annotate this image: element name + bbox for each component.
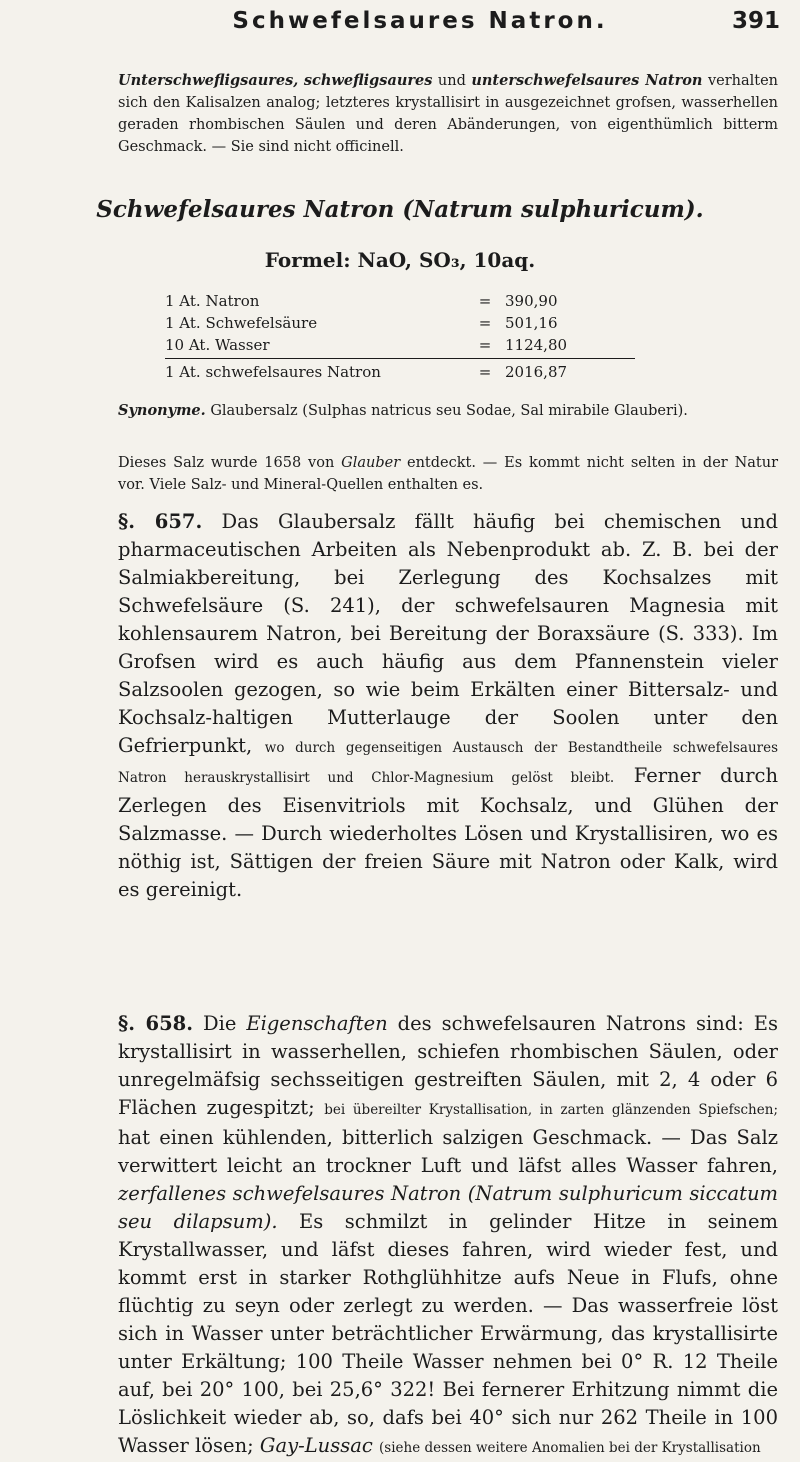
composition-value: 390,90 (505, 292, 558, 310)
composition-table (165, 290, 635, 383)
intro-paragraph (118, 70, 778, 158)
running-title: Schwefelsaures Natron. (232, 8, 608, 34)
paragraph-658-term: zerfallenes schwefelsaures Natron (Natrum sulphuricum siccatum seu dilapsum). (118, 1182, 778, 1233)
composition-name: 1 At. Natron (165, 292, 260, 310)
discovery-text-b: entdeckt. — Es kommt nicht selten in der Natur vor. Viele Salz- und Mineral-Quellen enthalten es. (118, 455, 779, 493)
composition-eq: = (478, 314, 492, 332)
section-title: Schwefelsaures Natron (Natrum sulphuricum). (96, 196, 704, 223)
paragraph-658-text-a: des schwefelsauren Natrons sind: Es krystallisirt in wasserhellen, schiefen rhombischen Säulen, oder unregelmäfsig sechsseitigen gestreiften Säulen, mit 2, 4 oder 6 Flächen zugespitzt; (118, 1012, 778, 1119)
intro-term-2: schwefligsaures (303, 72, 433, 89)
discovery-paragraph (118, 452, 778, 496)
composition-name: 10 At. Wasser (165, 336, 270, 354)
composition-eq: = (478, 292, 492, 310)
discovery-text-a: Dieses Salz wurde 1658 von (118, 455, 335, 471)
paragraph-658-text-c: Es schmilzt in gelinder Hitze in seinem Krystallwasser, und läfst dieses fahren, wird wieder fest, und kommt erst in starker Rothglühhitze aufs Neue in Flufs, ohne flüchtig zu seyn oder zerlegt zu werden. — Das wasserfreie löst sich in Wasser unter beträchtlicher Erwärmung, das krystallisirte unter Erkältung; 100 Theile Wasser nehmen bei 0° R. 12 Theile auf, bei 20° 100, bei 25,6° 322! Bei fernerer Erhitzung nimmt die Löslichkeit wieder ab, so, dafs bei 40° sich nur 262 Theile in 100 Wasser lösen; (118, 1210, 779, 1457)
intro-term-1: Unterschwefligsaures, (118, 72, 299, 89)
paragraph-657 (118, 508, 778, 904)
paragraph-658 (118, 1010, 778, 1462)
paragraph-658-small-end: (siehe dessen weitere Anomalien bei der Krystallisation (379, 1440, 761, 1456)
paragraph-657-text-b: Ferner durch Zerlegen des Eisenvitriols mit Kochsalz, und Glühen der Salzmasse. — Durch wiederholtes Lösen und Krystallisiren, wo es nöthig ist, Sättigen der freien Säure mit Natron oder Kalk, wird es gereinigt. (118, 764, 779, 901)
composition-total-name: 1 At. schwefelsaures Natron (165, 363, 381, 381)
synonyme-paragraph (118, 400, 778, 422)
paragraph-658-author: Gay-Lussac (259, 1434, 373, 1457)
composition-value: 1124,80 (505, 336, 568, 354)
discovery-name: Glauber (341, 455, 401, 471)
composition-rule (165, 358, 635, 359)
paragraph-657-label: §. 657. (118, 510, 203, 533)
composition-total-value: 2016,87 (505, 363, 568, 381)
page-header (120, 8, 780, 48)
composition-row (165, 312, 635, 334)
synonyme-text: Glaubersalz (Sulphas natricus seu Sodae, Sal mirabile Glauberi). (210, 403, 688, 419)
composition-eq: = (478, 336, 492, 354)
composition-value: 501,16 (505, 314, 558, 332)
intro-und: und (437, 73, 466, 89)
intro-text: verhalten sich den Kalisalzen analog; letzteres krystallisirt in ausgezeichnet grofsen, wasserhellen geraden rhombischen Säulen und deren Abänderungen, von eigenthümlich bitterm Geschmack. — Sie sind nicht officinell. (118, 73, 779, 155)
synonyme-label: Synonyme. (118, 402, 206, 419)
paragraph-658-die: Die (202, 1012, 237, 1035)
paragraph-658-small: bei übereilter Krystallisation, in zarten glänzenden Spiefschen; (324, 1102, 778, 1118)
composition-total-row (165, 361, 635, 383)
composition-row (165, 290, 635, 312)
paragraph-657-small: wo durch gegenseitigen Austausch der Bestandtheile schwefelsaures Natron herauskrystallisirt und Chlor-Magnesium gelöst bleibt. (118, 740, 779, 786)
composition-row (165, 334, 635, 356)
paragraph-658-text-b: hat einen kühlenden, bitterlich salzigen Geschmack. — Das Salz verwittert leicht an trockner Luft und läfst alles Wasser fahren, (118, 1126, 778, 1177)
composition-name: 1 At. Schwefelsäure (165, 314, 318, 332)
paragraph-657-text-a: Das Glaubersalz fällt häufig bei chemischen und pharmaceutischen Arbeiten als Nebenprodukt ab. Z. B. bei der Salmiakbereitung, bei Zerlegung des Kochsalzes mit Schwefelsäure (S. 241), der schwefelsauren Magnesia mit kohlensaurem Natron, bei Bereitung der Boraxsäure (S. 333). Im Grofsen wird es auch häufig aus dem Pfannenstein vieler Salzsoolen gezogen, so wie beim Erkälten einer Bittersalz- und Kochsalz-haltigen Mutterlauge der Soolen unter den Gefrierpunkt, (118, 510, 778, 757)
paragraph-658-eig: Eigenschaften (246, 1012, 388, 1035)
page-number: 391 (731, 8, 780, 34)
formula: Formel: NaO, SO₃, 10aq. (264, 248, 536, 272)
composition-total-eq: = (478, 363, 492, 381)
intro-term-3: unterschwefelsaures Natron (471, 72, 703, 89)
paragraph-658-label: §. 658. (118, 1012, 194, 1035)
